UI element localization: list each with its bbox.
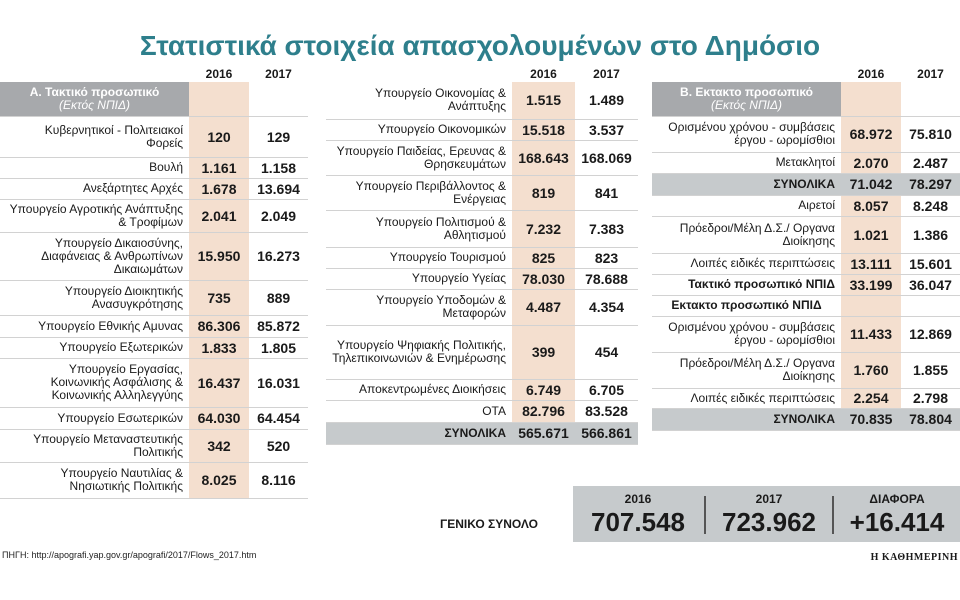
section-b-line2: (Εκτός ΝΠΙΔ) [710, 97, 783, 112]
subtotal-label: ΣΥΝΟΛΙΚΑ [652, 173, 841, 195]
regular-staff-table [0, 66, 308, 499]
table-row [326, 175, 638, 210]
npid-regular-label: Τακτικό προσωπικό ΝΠΙΔ [652, 274, 841, 295]
value-2017: 85.872 [249, 315, 308, 337]
table-row [326, 119, 638, 140]
value-2017: 16.273 [249, 232, 308, 280]
value-2016: 735 [189, 280, 249, 315]
row-label: Υπουργείο Οικονομικών [326, 119, 512, 140]
row-label: Υπουργείο Εξωτερικών [0, 337, 189, 358]
value-2017: 83.528 [575, 400, 638, 422]
temporary-rows-b [652, 195, 960, 274]
value-2016: 825 [512, 247, 575, 268]
value-2016: 11.433 [841, 316, 901, 352]
table-row [0, 462, 308, 498]
total-2016: 70.835 [841, 408, 901, 430]
row-label: Υπουργείο Οικονομίας & Ανάπτυξης [326, 82, 512, 119]
value-2017: 2.049 [249, 199, 308, 232]
grand-total-box [573, 486, 960, 542]
table-row [652, 388, 960, 408]
table-row [0, 157, 308, 178]
value-2016: 1.833 [189, 337, 249, 358]
row-label: Υπουργείο Περιβάλλοντος & Ενέργειας [326, 175, 512, 210]
total-2016: 565.671 [512, 422, 575, 444]
npid-extra-row [652, 295, 960, 316]
section-header [652, 82, 960, 116]
table-row [652, 216, 960, 253]
value-2017: 841 [575, 175, 638, 210]
npid-extra-label: Εκτακτο προσωπικό ΝΠΙΔ [652, 295, 841, 316]
value-2017: 15.601 [901, 253, 960, 274]
row-label: Λοιπές ειδικές περιπτώσεις [652, 388, 841, 408]
row-label: ΟΤΑ [326, 400, 512, 422]
value-2016: 15.950 [189, 232, 249, 280]
table-row [326, 82, 638, 119]
npid-regular-2016: 33.199 [841, 274, 901, 295]
value-2017: 64.454 [249, 407, 308, 429]
value-2017: 2.798 [901, 388, 960, 408]
value-2016: 819 [512, 175, 575, 210]
value-2017: 520 [249, 429, 308, 462]
ministries-total-row [326, 422, 638, 444]
section-b-line1: Β. Εκτακτο προσωπικό [680, 84, 813, 99]
value-2016: 8.057 [841, 195, 901, 216]
value-2017: 16.031 [249, 358, 308, 407]
value-2016: 4.487 [512, 289, 575, 325]
value-2017: 75.810 [901, 116, 960, 152]
value-2017: 3.537 [575, 119, 638, 140]
value-2016: 15.518 [512, 119, 575, 140]
value-2016: 2.041 [189, 199, 249, 232]
row-label: Υπουργείο Ναυτιλίας & Νησιωτικής Πολιτικής [0, 462, 189, 498]
table-row [326, 140, 638, 175]
table-row [652, 352, 960, 388]
section-a-line2: (Εκτός ΝΠΙΔ) [58, 97, 131, 112]
grand-total-difference [834, 486, 960, 542]
value-2016: 342 [189, 429, 249, 462]
row-label: Υπουργείο Μεταναστευτικής Πολιτικής [0, 429, 189, 462]
year-2016-label: 2016 [530, 67, 557, 81]
value-2016: 168.643 [512, 140, 575, 175]
row-label: Μετακλητοί [652, 152, 841, 173]
row-label: Υπουργείο Διοικητικής Ανασυγκρότησης [0, 280, 189, 315]
value-2016: 13.111 [841, 253, 901, 274]
value-2016: 399 [512, 325, 575, 379]
grand-total-2016 [573, 486, 703, 542]
value-2017: 168.069 [575, 140, 638, 175]
row-label: Υπουργείο Υποδομών & Μεταφορών [326, 289, 512, 325]
table-row [0, 178, 308, 199]
table-row [652, 253, 960, 274]
value-2017: 8.116 [249, 462, 308, 498]
value-2016: 68.972 [841, 116, 901, 152]
row-label: Ορισμένου χρόνου - συμβάσεις έργου - ωρομίσθιοι [652, 116, 841, 152]
value-2016: 120 [189, 116, 249, 157]
table-row [0, 280, 308, 315]
value-2017: 1.855 [901, 352, 960, 388]
value-2016: 82.796 [512, 400, 575, 422]
temporary-staff-table [652, 66, 960, 431]
table-row [326, 400, 638, 422]
row-label: Βουλή [0, 157, 189, 178]
value-2016: 64.030 [189, 407, 249, 429]
value-2017: 12.869 [901, 316, 960, 352]
value-2017: 78.688 [575, 268, 638, 289]
table-row [326, 325, 638, 379]
row-label: Αποκεντρωμένες Διοικήσεις [326, 379, 512, 400]
table-row [652, 116, 960, 152]
table-row [0, 358, 308, 407]
year-2017-label: 2017 [593, 67, 620, 81]
source-note: ΠΗΓΗ: http://apografi.yap.gov.gr/apografi/2017/Flows_2017.htm [2, 550, 257, 560]
row-label: Υπουργείο Τουρισμού [326, 247, 512, 268]
table-row [0, 315, 308, 337]
value-2017: 1.158 [249, 157, 308, 178]
page-title: Στατιστικά στοιχεία απασχολουμένων στο Δημόσιο [139, 30, 821, 61]
ministries-table [326, 66, 638, 445]
grand-total-2016-value: 707.548 [591, 507, 685, 537]
year-header-row [326, 66, 638, 82]
value-2016: 1.161 [189, 157, 249, 178]
total-2017: 78.804 [901, 408, 960, 430]
row-label: Υπουργείο Ψηφιακής Πολιτικής, Τηλεπικοινωνιών & Ενημέρωσης [326, 325, 512, 379]
temporary-rows-c [652, 316, 960, 408]
value-2017: 8.248 [901, 195, 960, 216]
value-2016: 1.515 [512, 82, 575, 119]
year-2017-label: 2017 [917, 67, 944, 81]
value-2017: 1.386 [901, 216, 960, 253]
value-2016: 1.760 [841, 352, 901, 388]
value-2017: 1.805 [249, 337, 308, 358]
table-row [326, 268, 638, 289]
row-label: Υπουργείο Παιδείας, Ερευνας & Θρησκευμάτων [326, 140, 512, 175]
row-label: Υπουργείο Εσωτερικών [0, 407, 189, 429]
section-a-title [0, 82, 189, 116]
value-2016: 16.437 [189, 358, 249, 407]
table-row [0, 232, 308, 280]
value-2017: 13.694 [249, 178, 308, 199]
row-label: Υπουργείο Δικαιοσύνης, Διαφάνειας & Ανθρωπίνων Δικαιωμάτων [0, 232, 189, 280]
row-label: Υπουργείο Υγείας [326, 268, 512, 289]
subtotal-2017: 78.297 [901, 173, 960, 195]
year-2016-label: 2016 [205, 67, 233, 81]
table-row [0, 337, 308, 358]
year-header-row [0, 66, 308, 82]
table-row [0, 429, 308, 462]
grand-total-2017-year: 2017 [755, 492, 783, 506]
table-row [326, 210, 638, 247]
publisher-brand: Η ΚΑΘΗΜΕΡΙΝΗ [870, 552, 958, 563]
ministries-rows [326, 82, 638, 422]
table-row [326, 247, 638, 268]
row-label: Αιρετοί [652, 195, 841, 216]
year-header-row [652, 66, 960, 82]
value-2017: 823 [575, 247, 638, 268]
value-2016: 1.021 [841, 216, 901, 253]
value-2016: 6.749 [512, 379, 575, 400]
row-label: Υπουργείο Πολιτισμού & Αθλητισμού [326, 210, 512, 247]
table-row [652, 316, 960, 352]
row-label: Ανεξάρτητες Αρχές [0, 178, 189, 199]
value-2017: 4.354 [575, 289, 638, 325]
value-2016: 2.070 [841, 152, 901, 173]
table-row [0, 407, 308, 429]
total-label: ΣΥΝΟΛΙΚΑ [652, 408, 841, 430]
grand-total-2017 [706, 486, 832, 542]
value-2016: 86.306 [189, 315, 249, 337]
table-row [652, 152, 960, 173]
value-2017: 7.383 [575, 210, 638, 247]
grand-total-2017-value: 723.962 [722, 507, 816, 537]
npid-regular-row [652, 274, 960, 295]
table-row [652, 195, 960, 216]
value-2017: 129 [249, 116, 308, 157]
regular-staff-rows [0, 116, 308, 498]
row-label: Υπουργείο Αγροτικής Ανάπτυξης & Τροφίμων [0, 199, 189, 232]
row-label: Υπουργείο Εργασίας, Κοινωνικής Ασφάλισης & Κοινωνικής Αλληλεγγύης [0, 358, 189, 407]
value-2016: 78.030 [512, 268, 575, 289]
row-label: Ορισμένου χρόνου - συμβάσεις έργου - ωρομίσθιοι [652, 316, 841, 352]
value-2017: 889 [249, 280, 308, 315]
npid-regular-2017: 36.047 [901, 274, 960, 295]
total-label: ΣΥΝΟΛΙΚΑ [326, 422, 512, 444]
row-label: Λοιπές ειδικές περιπτώσεις [652, 253, 841, 274]
row-label: Πρόεδροι/Μέλη Δ.Σ./ Οργανα Διοίκησης [652, 216, 841, 253]
value-2017: 1.489 [575, 82, 638, 119]
table-row [326, 289, 638, 325]
section-header [0, 82, 308, 116]
value-2016: 1.678 [189, 178, 249, 199]
value-2016: 7.232 [512, 210, 575, 247]
table-row [0, 116, 308, 157]
temporary-subtotal-row [652, 173, 960, 195]
value-2017: 454 [575, 325, 638, 379]
temporary-total-row [652, 408, 960, 430]
total-2017: 566.861 [575, 422, 638, 444]
year-2017-label: 2017 [265, 67, 292, 81]
row-label: Πρόεδροι/Μέλη Δ.Σ./ Οργανα Διοίκησης [652, 352, 841, 388]
difference-label: ΔΙΑΦΟΡΑ [869, 492, 925, 506]
row-label: Υπουργείο Εθνικής Αμυνας [0, 315, 189, 337]
temporary-rows-a [652, 116, 960, 173]
section-b-title [652, 82, 841, 116]
table-row [326, 379, 638, 400]
value-2017: 6.705 [575, 379, 638, 400]
subtotal-2016: 71.042 [841, 173, 901, 195]
grand-total-label: ΓΕΝΙΚΟ ΣΥΝΟΛΟ [440, 517, 538, 531]
value-2016: 8.025 [189, 462, 249, 498]
year-2016-label: 2016 [857, 67, 885, 81]
value-2016: 2.254 [841, 388, 901, 408]
row-label: Κυβερνητικοί - Πολιτειακοί Φορείς [0, 116, 189, 157]
section-a-line1: Α. Τακτικό προσωπικό [29, 84, 160, 99]
table-row [0, 199, 308, 232]
grand-total-2016-year: 2016 [624, 492, 652, 506]
value-2017: 2.487 [901, 152, 960, 173]
difference-value: +16.414 [849, 507, 945, 537]
